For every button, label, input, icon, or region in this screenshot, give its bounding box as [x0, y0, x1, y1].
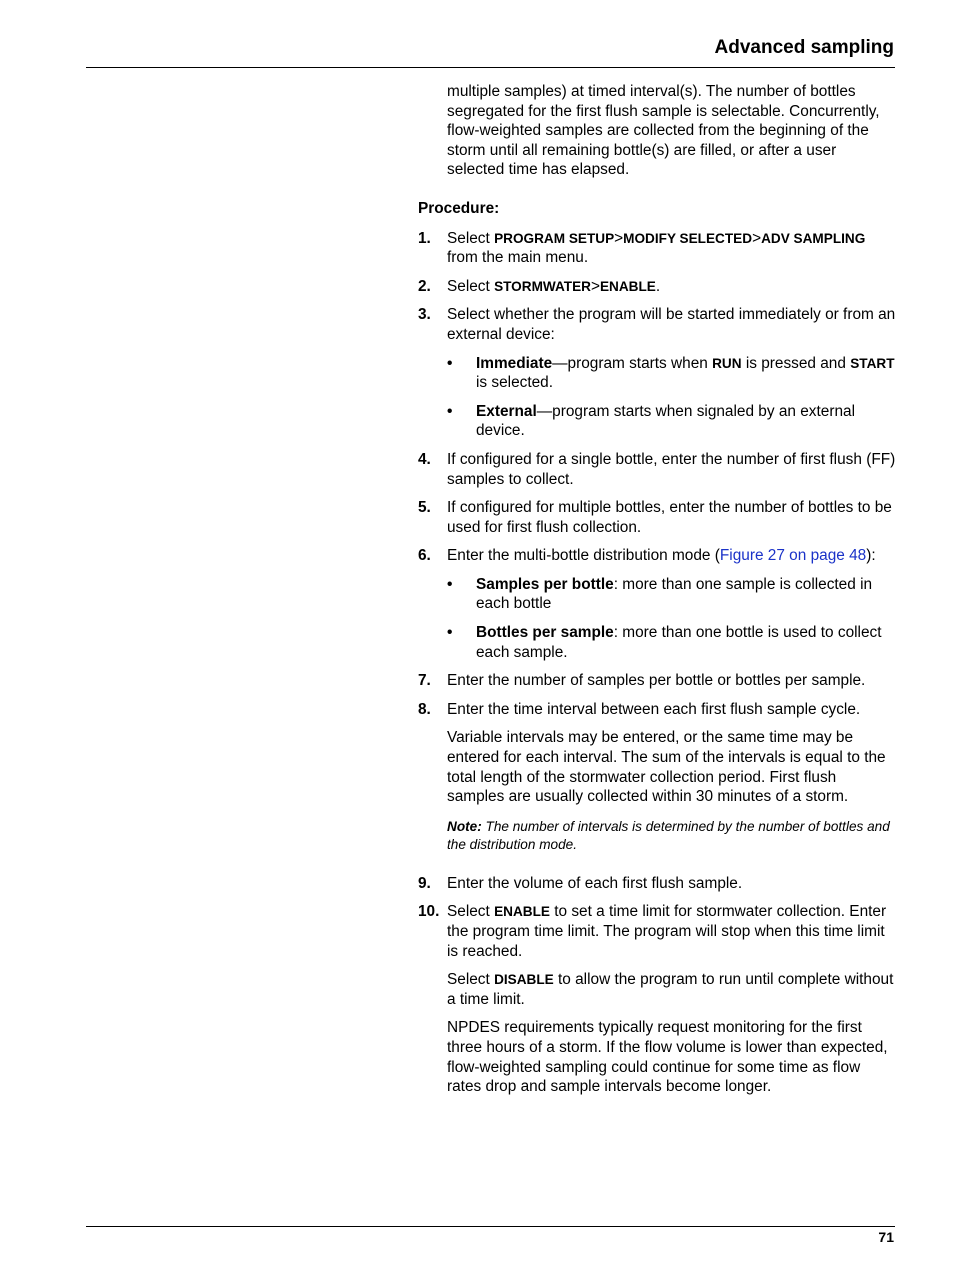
header-divider [86, 67, 895, 68]
step-number: 7. [418, 672, 431, 690]
bullet-icon: • [447, 354, 453, 372]
menu-option-disable: DISABLE [494, 972, 554, 988]
note: Note: The number of intervals is determined by the number of bottles and the distribution mode. [447, 818, 890, 852]
menu-path-modify-selected: MODIFY SELECTED [623, 230, 753, 246]
step-number: 3. [418, 306, 431, 324]
menu-path-adv-sampling: ADV SAMPLING [761, 230, 866, 246]
procedure-step-8 [418, 700, 896, 854]
step-10-disable-paragraph: Select DISABLE to allow the program to run until complete without a time limit. [447, 971, 894, 1008]
bullet-item-samples-per-bottle: • Samples per bottle: more than one sample is collected in each bottle [447, 575, 873, 613]
bullet-icon: • [447, 624, 453, 642]
procedure-step-10 [418, 902, 896, 1096]
menu-path-enable: ENABLE [599, 278, 656, 294]
step-text: Enter the number of samples per bottle or bottles per sample. [447, 672, 866, 690]
procedure-step-9 [418, 874, 896, 894]
step-8-detail-paragraph: Variable intervals may be entered, or the same time may be entered for each interval. The sum of the intervals is equal to the total length of the stormwater collection period. First flush samples are usually collected within 30 minutes of a storm. [447, 729, 886, 806]
step-number: 10. [418, 903, 440, 921]
bullet-item-bottles-per-sample: • Bottles per sample: more than one bottle is used to collect each sample. [447, 624, 882, 661]
page-header-title: Advanced sampling [714, 37, 894, 58]
procedure-step-4 [418, 450, 896, 489]
step-text: Select PROGRAM SETUP>MODIFY SELECTED>ADV SAMPLING from the main menu. [447, 229, 866, 267]
start-options-list [447, 354, 896, 441]
procedure-step-3 [418, 305, 896, 441]
note-label: Note: [447, 818, 482, 834]
bullet-icon: • [447, 575, 453, 593]
procedure-step-2 [418, 277, 896, 297]
footer-divider [86, 1226, 895, 1227]
menu-path-program-setup: PROGRAM SETUP [494, 230, 615, 246]
bullet-item-external: • External—program starts when signaled by an external device. [447, 402, 855, 440]
figure-27-link[interactable]: Figure 27 on page 48 [719, 547, 867, 565]
step-text: If configured for multiple bottles, enter the number of bottles to be used for first flush collection. [447, 499, 892, 536]
step-text: Select ENABLE to set a time limit for stormwater collection. Enter the program time limit. The program will stop when this time limit is reached. [447, 903, 887, 960]
step-number: 2. [418, 277, 431, 295]
step-text: Enter the volume of each first flush sample. [447, 874, 743, 892]
step-text: Select STORMWATER>ENABLE. [447, 277, 661, 295]
step-number: 4. [418, 450, 431, 468]
distribution-mode-list [447, 575, 896, 662]
intro-paragraph: multiple samples) at timed interval(s). The number of bottles segregated for the first flush sample is selectable. Concurrently, flow-weighted samples are collected from the beginning of the storm until all remaining bottle(s) are filled, or after a user selected time has elapsed. [447, 83, 880, 179]
procedure-step-1 [418, 229, 896, 268]
bullet-icon: • [447, 402, 453, 420]
procedure-step-6 [418, 546, 896, 662]
page-number: 71 [878, 1229, 894, 1245]
step-number: 5. [418, 499, 431, 517]
menu-path-stormwater: STORMWATER [494, 278, 591, 294]
step-text: Enter the time interval between each first flush sample cycle. [447, 700, 861, 718]
procedure-heading: Procedure: [418, 199, 500, 217]
step-text: Enter the multi-bottle distribution mode (Figure 27 on page 48): [447, 547, 876, 565]
step-10-npdes-paragraph: NPDES requirements typically request monitoring for the first three hours of a storm. If the flow volume is lower than expected, flow-weighted sampling could continue for some time as flow rates drop and sample intervals become longer. [447, 1019, 888, 1096]
step-number: 8. [418, 700, 431, 718]
step-number: 1. [418, 229, 431, 247]
procedure-step-7 [418, 671, 896, 691]
step-number: 9. [418, 874, 431, 892]
bullet-item-immediate: • Immediate—program starts when RUN is pressed and START is selected. [447, 354, 895, 392]
step-text: If configured for a single bottle, enter the number of first flush (FF) samples to collect. [447, 450, 896, 488]
step-number: 6. [418, 547, 431, 565]
step-text: Select whether the program will be started immediately or from an external device: [447, 306, 896, 343]
procedure-step-5 [418, 498, 896, 537]
menu-option-enable: ENABLE [494, 904, 550, 920]
main-content [418, 82, 896, 1106]
